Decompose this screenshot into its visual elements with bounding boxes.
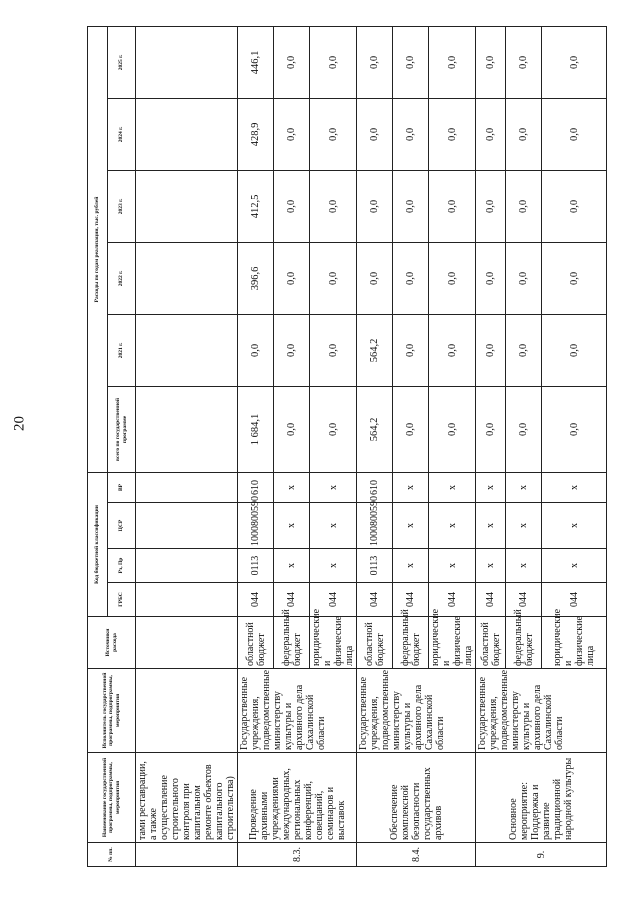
row-grbs: 044 [310,583,357,617]
row-vr: х [542,472,607,502]
budget-table [87,26,607,867]
row-csr: х [274,503,310,549]
row-2025: 0,0 [542,26,607,98]
header-csr: ЦСР [108,503,136,549]
row-grbs [136,583,238,617]
row-total: 0,0 [429,386,476,472]
row-rzpr [136,549,238,583]
row-2025: 0,0 [506,26,542,98]
row-2024: 0,0 [476,98,506,170]
row-source: юридические и физические лица [542,617,607,669]
row-grbs: 044 [357,583,393,617]
row-source: юридические и физические лица [310,617,357,669]
row-grbs: 044 [393,583,429,617]
row-2022: 0,0 [274,242,310,314]
row-2023: 412,5 [238,170,274,242]
header-expenses: Расходы по годам реализации, тыс. рублей [88,26,108,472]
row-2022 [136,242,238,314]
row-rzpr: 0113 [357,549,393,583]
row-vr: х [476,472,506,502]
row-vr: х [310,472,357,502]
row-2024: 0,0 [393,98,429,170]
row-grbs: 044 [506,583,542,617]
header-year-2023: 2023 г. [108,170,136,242]
row-2024 [136,98,238,170]
row-rzpr: х [429,549,476,583]
row-total [136,386,238,472]
header-year-2025: 2025 г. [108,26,136,98]
row-csr: х [542,503,607,549]
row-source: федеральный бюджет [506,617,542,669]
header-year-2021: 2021 г. [108,314,136,386]
row-rzpr: х [310,549,357,583]
row-2024: 0,0 [310,98,357,170]
row-2023: 0,0 [476,170,506,242]
header-source: Источники расхода [88,617,136,669]
header-budget-class: Код бюджетной классификации [88,472,108,616]
row-2025: 0,0 [310,26,357,98]
row-2021: 0,0 [310,314,357,386]
row-2021: 0,0 [429,314,476,386]
row-total: 0,0 [506,386,542,472]
row-source: областной бюджет [238,617,274,669]
row-source: федеральный бюджет [393,617,429,669]
row-2025: 0,0 [357,26,393,98]
row-grbs: 044 [429,583,476,617]
row-grbs: 044 [476,583,506,617]
row-2022: 0,0 [357,242,393,314]
row-executor: Государственные учреждения, подведомственные министерству культуры и архивного дела Сахалинской области [357,669,476,753]
row-num: 9. [476,843,607,867]
row-source: областной бюджет [476,617,506,669]
row-total: 0,0 [542,386,607,472]
row-2025: 446,1 [238,26,274,98]
row-2024: 0,0 [429,98,476,170]
row-total: 0,0 [476,386,506,472]
row-vr: х [506,472,542,502]
row-2024: 0,0 [274,98,310,170]
row-2023: 0,0 [506,170,542,242]
row-rzpr: х [393,549,429,583]
row-2024: 0,0 [357,98,393,170]
row-num: 8.4. [357,843,476,867]
row-vr [136,472,238,502]
header-year-2024: 2024 г. [108,98,136,170]
row-2021: 0,0 [274,314,310,386]
header-total: всего по государственной программе [108,386,136,472]
row-2021: 0,0 [476,314,506,386]
row-source: федеральный бюджет [274,617,310,669]
row-2022: 0,0 [542,242,607,314]
row-2021: 0,0 [542,314,607,386]
row-2024: 0,0 [506,98,542,170]
row-name: Обеспечение комплексной безопасности государственных архивов [357,753,476,843]
row-name: Проведение архивными учреждениями международных, региональных конференций, совещаний, семинаров и выставок [238,753,357,843]
row-num [136,843,238,867]
row-executor: Государственные учреждения, подведомственные министерству культуры и архивного дела Сахалинской области [238,669,357,753]
row-vr: х [429,472,476,502]
row-grbs: 044 [542,583,607,617]
header-num: № пп. [88,843,136,867]
row-csr: х [429,503,476,549]
row-rzpr: х [506,549,542,583]
table-row [357,26,393,866]
row-2025: 0,0 [476,26,506,98]
row-vr: 610 [357,472,393,502]
row-2024: 0,0 [542,98,607,170]
row-2023: 0,0 [274,170,310,242]
row-2022: 0,0 [506,242,542,314]
row-name: тами реставрации, а также осуществление строительного контроля при капитальном ремонте объектов капитального строительства) [136,753,238,843]
row-2025: 0,0 [274,26,310,98]
row-source: областной бюджет [357,617,393,669]
row-csr [136,503,238,549]
row-2021 [136,314,238,386]
row-2022: 0,0 [393,242,429,314]
row-2023: 0,0 [542,170,607,242]
row-executor: Государственные учреждения, подведомственные министерству культуры и архивного дела Сахалинской области [476,669,607,753]
row-num: 8.3. [238,843,357,867]
row-rzpr: х [542,549,607,583]
row-2023 [136,170,238,242]
table-row-continuation [136,26,238,866]
row-rzpr: х [476,549,506,583]
header-name: Наименование государственной программы, подпрограммы, мероприятия [88,753,136,843]
row-2025: 0,0 [429,26,476,98]
row-source: юридические и физические лица [429,617,476,669]
row-total: 0,0 [274,386,310,472]
row-2022: 0,0 [310,242,357,314]
row-csr: х [393,503,429,549]
table-row [238,26,274,866]
header-executor: Исполнитель государственной программы, подпрограммы, мероприятия [88,669,136,753]
row-2022: 396,6 [238,242,274,314]
row-vr: х [393,472,429,502]
row-2025 [136,26,238,98]
row-2023: 0,0 [393,170,429,242]
page-number: 20 [11,416,28,431]
row-source [136,617,238,669]
header-rzpr: Рз, Пр [108,549,136,583]
row-2021: 564,2 [357,314,393,386]
header-grbs: ГРБС [108,583,136,617]
row-rzpr: х [274,549,310,583]
row-total: 0,0 [310,386,357,472]
row-vr: х [274,472,310,502]
row-name: Основное мероприятие: Поддержка и развитие традиционной народной культуры [476,753,607,843]
budget-table-container [87,27,607,867]
row-2023: 0,0 [357,170,393,242]
row-2023: 0,0 [429,170,476,242]
row-grbs: 044 [238,583,274,617]
row-total: 1 684,1 [238,386,274,472]
row-total: 0,0 [393,386,429,472]
row-vr: 610 [238,472,274,502]
row-2024: 428,9 [238,98,274,170]
table-row [476,26,506,866]
row-csr: 1000800590 [357,503,393,549]
row-total: 564,2 [357,386,393,472]
row-rzpr: 0113 [238,549,274,583]
row-csr: х [506,503,542,549]
row-csr: 1000800590 [238,503,274,549]
header-row-1 [88,26,108,866]
row-grbs: 044 [274,583,310,617]
row-2022: 0,0 [476,242,506,314]
header-year-2022: 2022 г. [108,242,136,314]
row-2021: 0,0 [393,314,429,386]
row-2025: 0,0 [393,26,429,98]
header-vr: ВР [108,472,136,502]
row-2022: 0,0 [429,242,476,314]
row-2021: 0,0 [238,314,274,386]
row-executor [136,669,238,753]
row-2023: 0,0 [310,170,357,242]
row-csr: х [310,503,357,549]
row-2021: 0,0 [506,314,542,386]
row-csr: х [476,503,506,549]
